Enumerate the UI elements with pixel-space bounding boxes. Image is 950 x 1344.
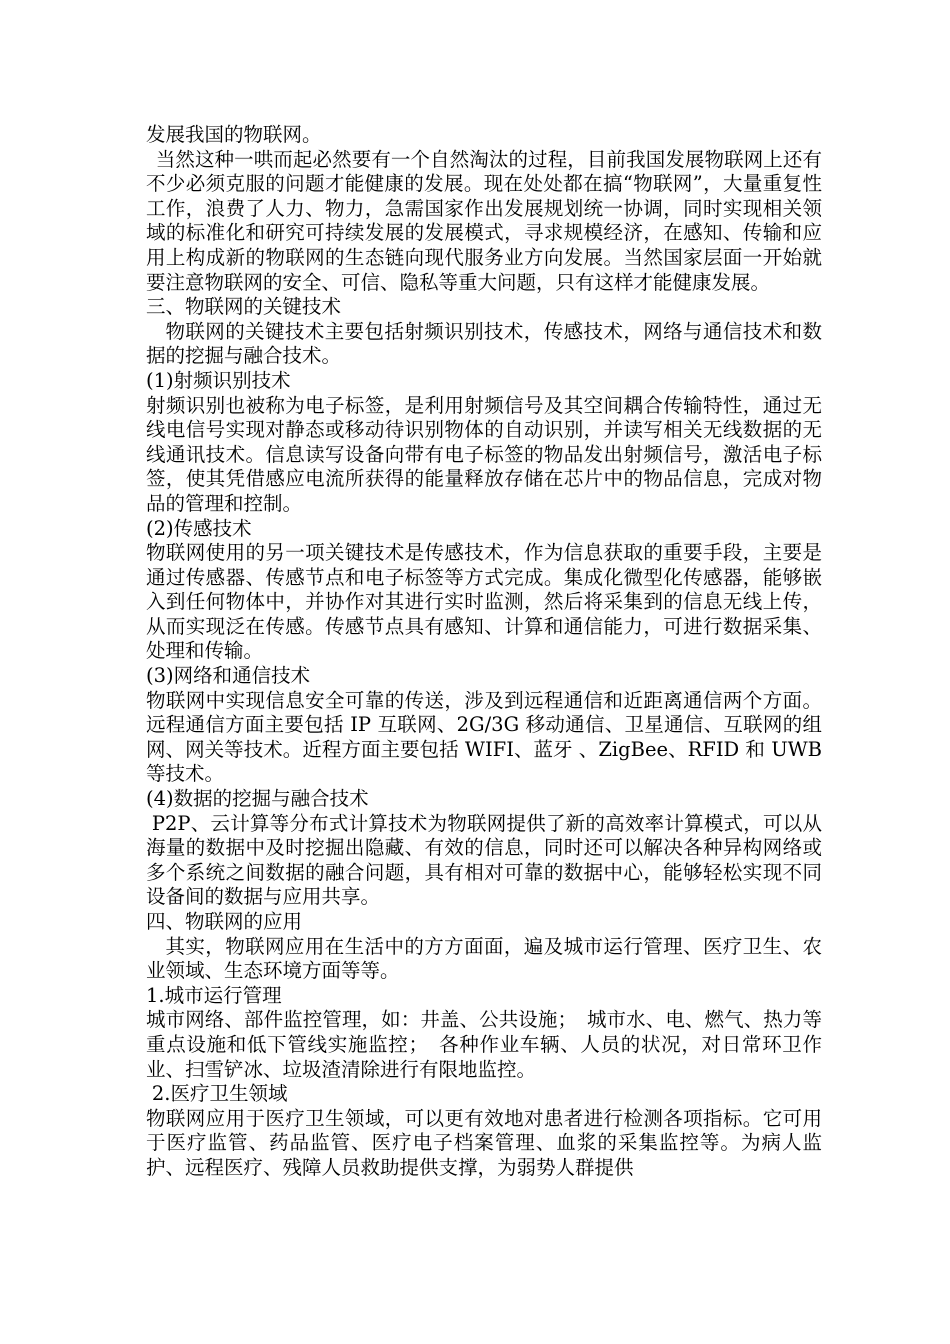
section-heading-applications: 四、物联网的应用 bbox=[146, 910, 303, 933]
subheading-medical: 2.医疗卫生领域 bbox=[151, 1082, 288, 1106]
paragraph-applications-summary: 其实，物联网应用在生活中的方方面面，遍及城市运行管理、医疗卫生、农业领域、生态环境方面等等。 bbox=[146, 934, 822, 983]
paragraph-intro-end: 发展我国的物联网。 bbox=[146, 123, 322, 146]
document-page bbox=[146, 123, 822, 1181]
paragraph-city-management: 城市网络、部件监控管理，如：井盖、公共设施； 城市水、电、燃气、热力等重点设施和低下管线实施监控； 各种作业车辆、人员的状况，对日常环卫作业、扫雪铲冰、垃圾渣清除进行有限地监控。 bbox=[146, 1008, 822, 1081]
paragraph-sensing: 物联网使用的另一项关键技术是传感技术，作为信息获取的重要手段，主要是通过传感器、传感节点和电子标签等方式完成。集成化微型化传感器，能够嵌入到任何物体中，并协作对其进行实时监测，然后将采集到的信息无线上传，从而实现泛在传感。传感节点具有感知、计算和通信能力，可进行数据采集、处理和传输。 bbox=[146, 541, 822, 663]
paragraph-development-issues: 当然这种一哄而起必然要有一个自然淘汰的过程，目前我国发展物联网上还有不少必须克服的问题才能健康的发展。现在处处都在搞“物联网”，大量重复性工作，浪费了人力、物力，急需国家作出发展规划统一协调，同时实现相关领域的标准化和研究可持续发展的发展模式，寻求规模经济，在感知、传输和应用上构成新的物联网的生态链向现代服务业方向发展。当然国家层面一开始就要注意物联网的安全、可信、隐私等重大问题，只有这样才能健康发展。 bbox=[146, 147, 822, 294]
paragraph-data-mining: P2P、云计算等分布式计算技术为物联网提供了新的高效率计算模式，可以从海量的数据中及时挖掘出隐藏、有效的信息，同时还可以解决各种异构网络或多个系统之间数据的融合问题，具有相对可靠的数据中心，能够轻松实现不同设备间的数据与应用共享。 bbox=[146, 811, 822, 909]
paragraph-rfid: 射频识别也被称为电子标签，是利用射频信号及其空间耦合传输特性，通过无线电信号实现对静态或移动待识别物体的自动识别，并读写相关无线数据的无线通讯技术。信息读写设备向带有电子标签的物品发出射频信号，激活电子标签，使其凭借感应电流所获得的能量释放存储在芯片中的物品信息，完成对物品的管理和控制。 bbox=[146, 393, 822, 515]
paragraph-network: 物联网中实现信息安全可靠的传送，涉及到远程通信和近距离通信两个方面。远程通信方面主要包括 IP 互联网、2G/3G 移动通信、卫星通信、互联网的组网、网关等技术。近程方面主要包括 WIFI、蓝牙 、ZigBee、RFID 和 UWB 等技术。 bbox=[146, 688, 822, 786]
subheading-network: (3)网络和通信技术 bbox=[146, 664, 311, 688]
subheading-rfid: (1)射频识别技术 bbox=[146, 368, 291, 392]
subheading-city-management: 1.城市运行管理 bbox=[146, 983, 282, 1007]
section-heading-key-tech: 三、物联网的关键技术 bbox=[146, 295, 342, 319]
subheading-sensing: (2)传感技术 bbox=[146, 516, 252, 540]
paragraph-medical: 物联网应用于医疗卫生领域，可以更有效地对患者进行检测各项指标。它可用于医疗监管、药品监管、医疗电子档案管理、血浆的采集监控等。为病人监护、远程医疗、残障人员救助提供支撑，为弱势人群提供 bbox=[146, 1106, 822, 1179]
paragraph-key-tech-summary: 物联网的关键技术主要包括射频识别技术，传感技术，网络与通信技术和数据的挖掘与融合技术。 bbox=[146, 319, 822, 368]
subheading-data-mining: (4)数据的挖掘与融合技术 bbox=[146, 787, 369, 811]
